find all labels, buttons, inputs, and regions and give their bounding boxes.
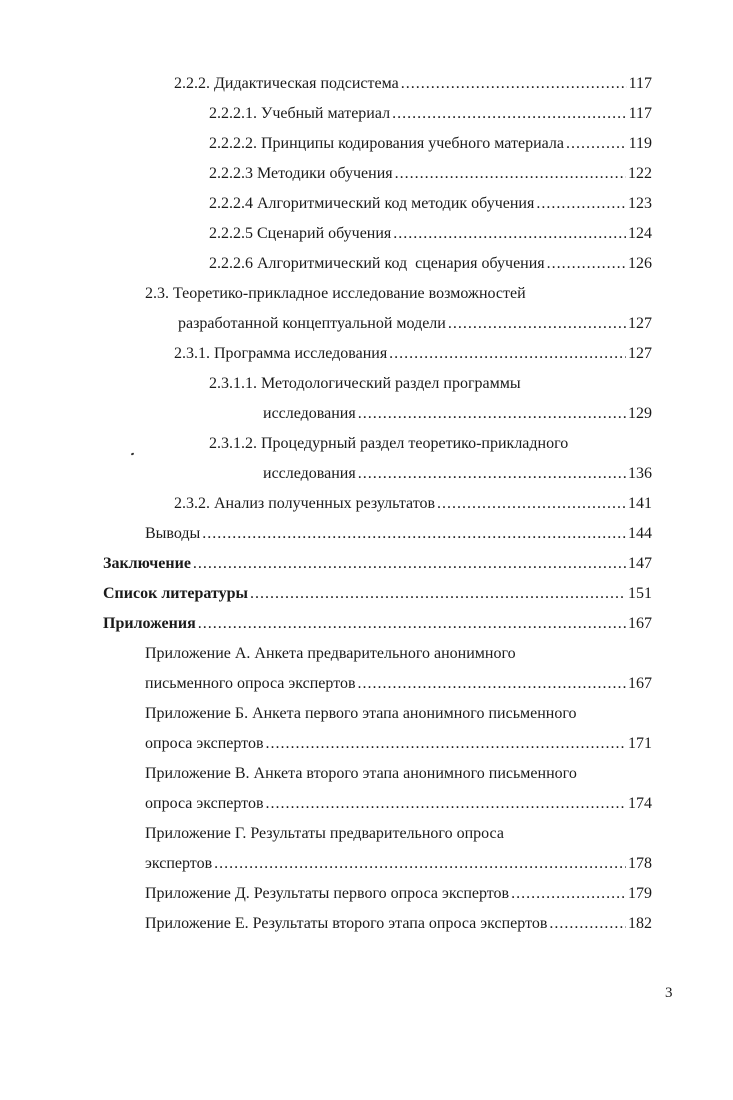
toc-entry-page: 147 <box>628 555 652 572</box>
toc-entry-title: опроса экспертов <box>145 795 264 812</box>
dot-leader <box>198 614 626 634</box>
dot-leader <box>389 344 626 364</box>
dot-leader <box>214 854 626 874</box>
toc-entry-page: 174 <box>628 795 652 812</box>
toc-entry <box>103 554 652 574</box>
toc-entry-page: 136 <box>628 465 652 482</box>
toc-entry <box>209 104 652 124</box>
toc-entry-title: 2.2.2.6 Алгоритмический код сценария обучения <box>209 255 545 272</box>
toc-entry <box>178 314 652 334</box>
dot-leader <box>202 524 626 544</box>
toc-entry-title: экспертов <box>145 855 213 872</box>
dot-leader <box>392 104 627 124</box>
toc-entry-title: Выводы <box>145 525 201 542</box>
dot-leader <box>511 884 626 904</box>
toc-entry-page: 126 <box>628 255 652 272</box>
dot-leader <box>547 254 626 274</box>
toc-entry-title: Приложение Д. Результаты первого опроса экспертов <box>145 885 510 902</box>
toc-entry <box>209 164 652 184</box>
toc-entry-title: 2.2.2.1. Учебный материал <box>209 105 391 122</box>
dot-leader <box>395 164 626 184</box>
toc-entry-page: 144 <box>628 525 652 542</box>
toc-entry-page: 182 <box>628 915 652 932</box>
toc-entry-title: Приложение Е. Результаты второго этапа опроса экспертов <box>145 915 548 932</box>
toc-entry-page: 167 <box>628 615 652 632</box>
toc-entry-title: Приложение Б. Анкета первого этапа анонимного письменного <box>145 705 577 722</box>
toc-entry-page: 119 <box>628 135 652 152</box>
page-number: 3 <box>665 985 673 1001</box>
toc-entry-title: 2.3.1. Программа исследования <box>174 345 388 362</box>
toc-entry-title: опроса экспертов <box>145 735 264 752</box>
toc-entry <box>145 734 652 754</box>
dot-leader <box>358 404 626 424</box>
toc-entry-page: 127 <box>628 315 652 332</box>
dot-leader <box>193 554 626 574</box>
dot-leader <box>448 314 626 334</box>
toc-entry-page: 117 <box>628 105 652 122</box>
toc-entry-page: 179 <box>628 885 652 902</box>
toc-entry <box>145 794 652 814</box>
toc-entry <box>103 614 652 634</box>
dot-leader <box>437 494 626 514</box>
toc-entry <box>145 914 652 934</box>
toc-entry-title: Заключение <box>103 555 191 572</box>
toc-entry <box>174 494 652 514</box>
toc-entry <box>263 404 652 424</box>
toc-entry-title: Список литературы <box>103 585 248 602</box>
toc-entry-title: 2.3. Теоретико-прикладное исследование возможностей <box>145 285 526 302</box>
toc-entry-title: 2.3.1.1. Методологический раздел программы <box>209 375 521 392</box>
toc-entry-page: 151 <box>628 585 652 602</box>
toc-entry <box>209 224 652 244</box>
toc-entry <box>174 344 652 364</box>
scan-speck <box>131 453 135 456</box>
toc-entry-title: 2.3.1.2. Процедурный раздел теоретико-прикладного <box>209 435 569 452</box>
toc-entry <box>209 194 652 214</box>
toc-entry-title: Приложения <box>103 615 196 632</box>
toc-entry-page: 178 <box>628 855 652 872</box>
toc-entry-page: 129 <box>628 405 652 422</box>
toc-entry-page: 124 <box>628 225 652 242</box>
toc-entry-title: 2.3.2. Анализ полученных результатов <box>174 495 436 512</box>
toc-entry-title: 2.2.2.5 Сценарий обучения <box>209 225 392 242</box>
toc-entry-title: письменного опроса экспертов <box>145 675 356 692</box>
toc-entry-title: разработанной концептуальной модели <box>178 315 446 332</box>
dot-leader <box>358 464 626 484</box>
toc-entry-title: 2.2.2. Дидактическая подсистема <box>174 75 399 92</box>
toc-entry-title: Приложение В. Анкета второго этапа анонимного письменного <box>145 765 577 782</box>
toc-entry-page: 127 <box>628 345 652 362</box>
toc-entry-page: 117 <box>628 75 652 92</box>
toc-entry-title: исследования <box>263 465 356 482</box>
toc-entry-title: 2.2.2.3 Методики обучения <box>209 165 393 182</box>
dot-leader <box>393 224 626 244</box>
toc-entry <box>145 524 652 544</box>
dot-leader <box>250 584 626 604</box>
dot-leader <box>536 194 626 214</box>
toc-entry <box>209 134 652 154</box>
toc-entry-title: 2.2.2.4 Алгоритмический код методик обучения <box>209 195 535 212</box>
toc-entry <box>263 464 652 484</box>
toc-entry-page: 123 <box>628 195 652 212</box>
toc-entry-title: 2.2.2.2. Принципы кодирования учебного материала <box>209 135 564 152</box>
toc-entry-page: 167 <box>628 675 652 692</box>
dot-leader <box>266 794 627 814</box>
toc-entry <box>103 584 652 604</box>
toc-entry-page: 141 <box>628 495 652 512</box>
toc-entry-page: 122 <box>628 165 652 182</box>
toc-entry <box>209 254 652 274</box>
toc-entry <box>145 884 652 904</box>
toc-entry-title: Приложение А. Анкета предварительного анонимного <box>145 645 516 662</box>
dot-leader <box>566 134 627 154</box>
dot-leader <box>549 914 626 934</box>
dot-leader <box>358 674 626 694</box>
dot-leader <box>401 74 627 94</box>
toc-entry <box>174 74 652 94</box>
toc-entry-page: 171 <box>628 735 652 752</box>
toc-entry-title: Приложение Г. Результаты предварительного опроса <box>145 825 504 842</box>
toc-entry <box>145 854 652 874</box>
toc-entry-title: исследования <box>263 405 356 422</box>
dot-leader <box>266 734 627 754</box>
toc-entry <box>145 674 652 694</box>
